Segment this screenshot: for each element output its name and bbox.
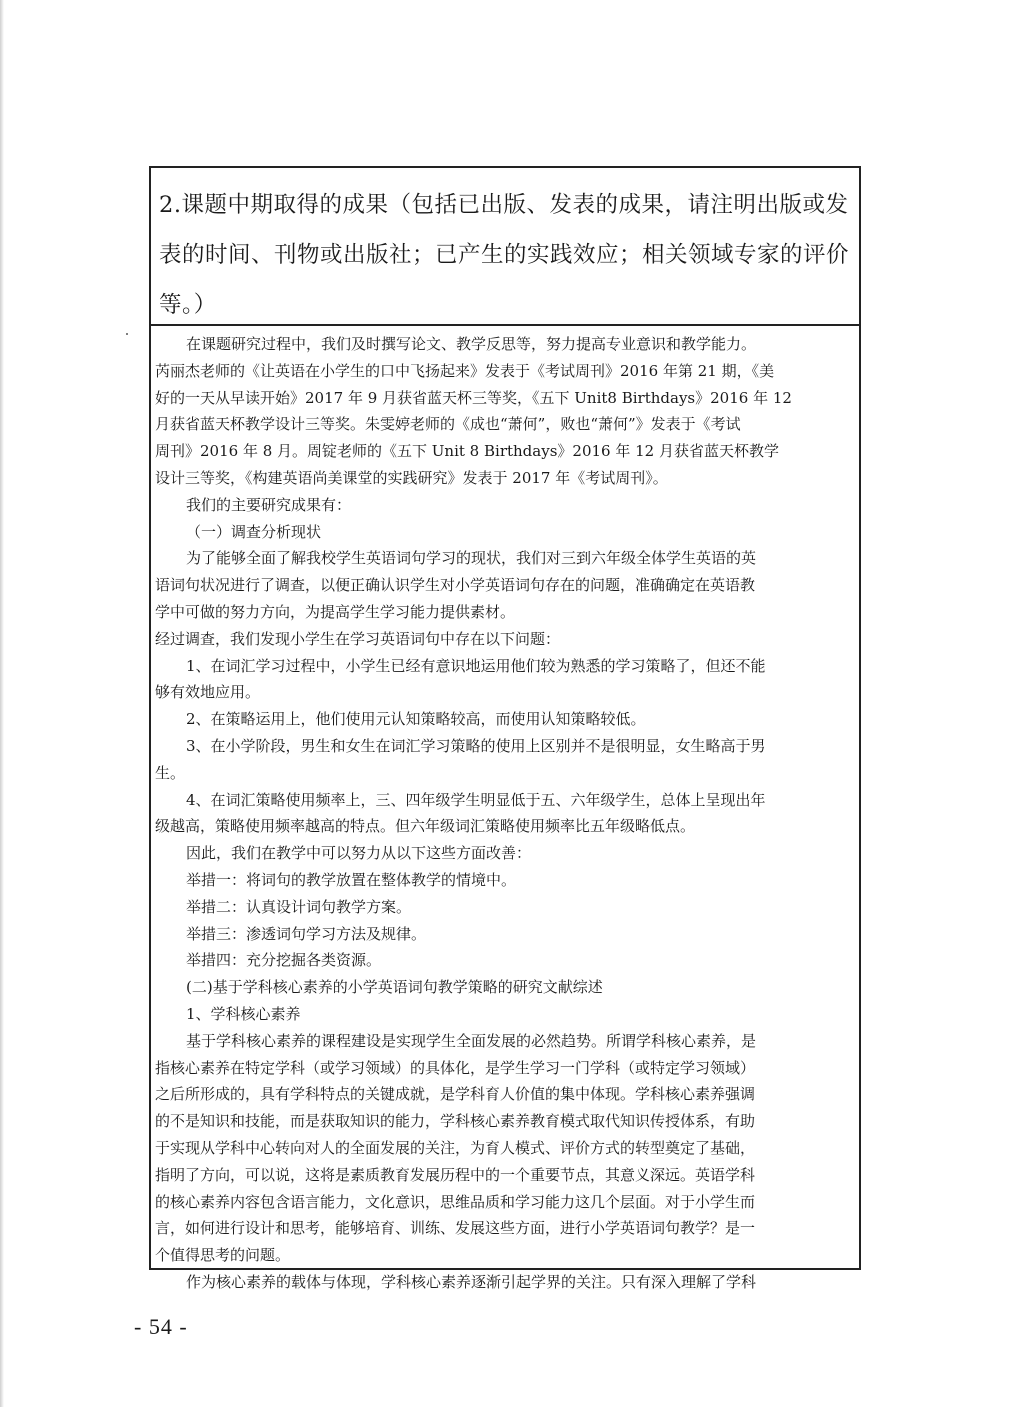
body-text-line: 举措一：将词句的教学放置在整体教学的情境中。 [186, 870, 517, 889]
body-text-line: 级越高，策略使用频率越高的特点。但六年级词汇策略使用频率比五年级略低点。 [155, 817, 696, 836]
body-text-line: (二)基于学科核心素养的小学英语词句教学策略的研究文献综述 [186, 978, 603, 997]
scan-speck [126, 333, 128, 335]
body-text-line: 的核心素养内容包含语言能力，文化意识，思维品质和学习能力这几个层面。对于小学生而 [155, 1192, 756, 1211]
body-text-line: 指明了方向，可以说，这将是素质教育发展历程中的一个重要节点，其意义深远。英语学科 [155, 1165, 756, 1184]
body-text-line: 月获省蓝天杯教学设计三等奖。朱雯婷老师的《成也“萧何”，败也“萧何”》发表于《考试 [155, 415, 741, 434]
body-text-line: 个值得思考的问题。 [155, 1246, 291, 1265]
body-text-line: 基于学科核心素养的课程建设是实现学生全面发展的必然趋势。所谓学科核心素养，是 [186, 1031, 757, 1050]
body-text-line: 举措三：渗透词句学习方法及规律。 [186, 924, 427, 943]
body-text-line: 作为核心素养的载体与体现，学科核心素养逐渐引起学界的关注。只有深入理解了学科 [186, 1272, 757, 1291]
body-text-line: 语词句状况进行了调查，以便正确认识学生对小学英语词句存在的问题，准确确定在英语教 [155, 576, 756, 595]
body-text-line: 在课题研究过程中，我们及时撰写论文、教学反思等，努力提高专业意识和教学能力。 [186, 335, 757, 353]
body-text-line: 我们的主要研究成果有： [186, 495, 352, 514]
body-text-line: 生。 [155, 763, 186, 782]
body-text-line: 的不是知识和技能，而是获取知识的能力，学科核心素养教育模式取代知识传授体系，有助 [155, 1112, 756, 1131]
section-header-line: 表的时间、刊物或出版社；已产生的实践效应；相关领域专家的评价 [159, 242, 850, 268]
body-text-line: 举措四：充分挖掘各类资源。 [186, 951, 382, 970]
body-text-line: 设计三等奖，《构建英语尚美课堂的实践研究》发表于 2017 年《考试周刊》。 [155, 468, 668, 487]
body-text-line: 之后所形成的，具有学科特点的关键成就，是学科育人价值的集中体现。学科核心素养强调 [155, 1085, 756, 1104]
body-text-line: 于实现从学科中心转向对人的全面发展的关注，为育人模式、评价方式的转型奠定了基础， [155, 1138, 756, 1157]
section-header-cell [151, 168, 859, 326]
form-table [149, 166, 861, 1291]
body-text-line: 因此，我们在教学中可以努力从以下这些方面改善： [186, 844, 532, 863]
body-text-line: 4、在词汇策略使用频率上，三、四年级学生明显低于五、六年级学生，总体上呈现出年 [186, 790, 766, 809]
body-text-line: 好的一天从早读开始》2017 年 9 月获省蓝天杯三等奖，《五下 Unit8 Birthdays》2016 年 12 [155, 388, 792, 407]
body-text-line: 芮丽杰老师的《让英语在小学生的口中飞扬起来》发表于《考试周刊》2016 年第 21 期，《美 [155, 361, 775, 380]
page-number: - 54 - [134, 1314, 188, 1339]
body-text-line: 举措二：认真设计词句教学方案。 [186, 897, 412, 916]
body-text-line: 学中可做的努力方向，为提高学生学习能力提供素材。 [155, 602, 516, 621]
section-header-line: 2.课题中期取得的成果（包括已出版、发表的成果，请注明出版或发 [159, 192, 849, 218]
body-text-line: 2、在策略运用上，他们使用元认知策略较高，而使用认知策略较低。 [186, 710, 646, 729]
body-text-line: 经过调查，我们发现小学生在学习英语词句中存在以下问题： [155, 629, 561, 648]
body-text-line: 够有效地应用。 [155, 683, 261, 702]
body-text-line: 言，如何进行设计和思考，能够培育、训练、发展这些方面，进行小学英语词句教学？是一 [155, 1219, 756, 1238]
body-text-line: 周刊》2016 年 8 月。周锭老师的《五下 Unit 8 Birthdays》2016 年 12 月获省蓝天杯教学 [155, 442, 779, 461]
scan-edge [0, 0, 4, 1407]
section-body-cell [151, 326, 859, 1296]
body-text-line: 3、在小学阶段，男生和女生在词汇学习策略的使用上区别并不是很明显，女生略高于男 [186, 736, 766, 755]
body-text-line: 指核心素养在特定学科（或学习领域）的具体化，是学生学习一门学科（或特定学习领域） [155, 1058, 756, 1077]
body-text-line: 1、学科核心素养 [186, 1004, 301, 1023]
body-text-line: 为了能够全面了解我校学生英语词句学习的现状，我们对三到六年级全体学生英语的英 [186, 549, 757, 568]
body-text-line: 1、在词汇学习过程中，小学生已经有意识地运用他们较为熟悉的学习策略了，但还不能 [186, 656, 766, 675]
section-header-line: 等。） [159, 292, 217, 318]
body-text-line: （一）调查分析现状 [186, 522, 322, 541]
